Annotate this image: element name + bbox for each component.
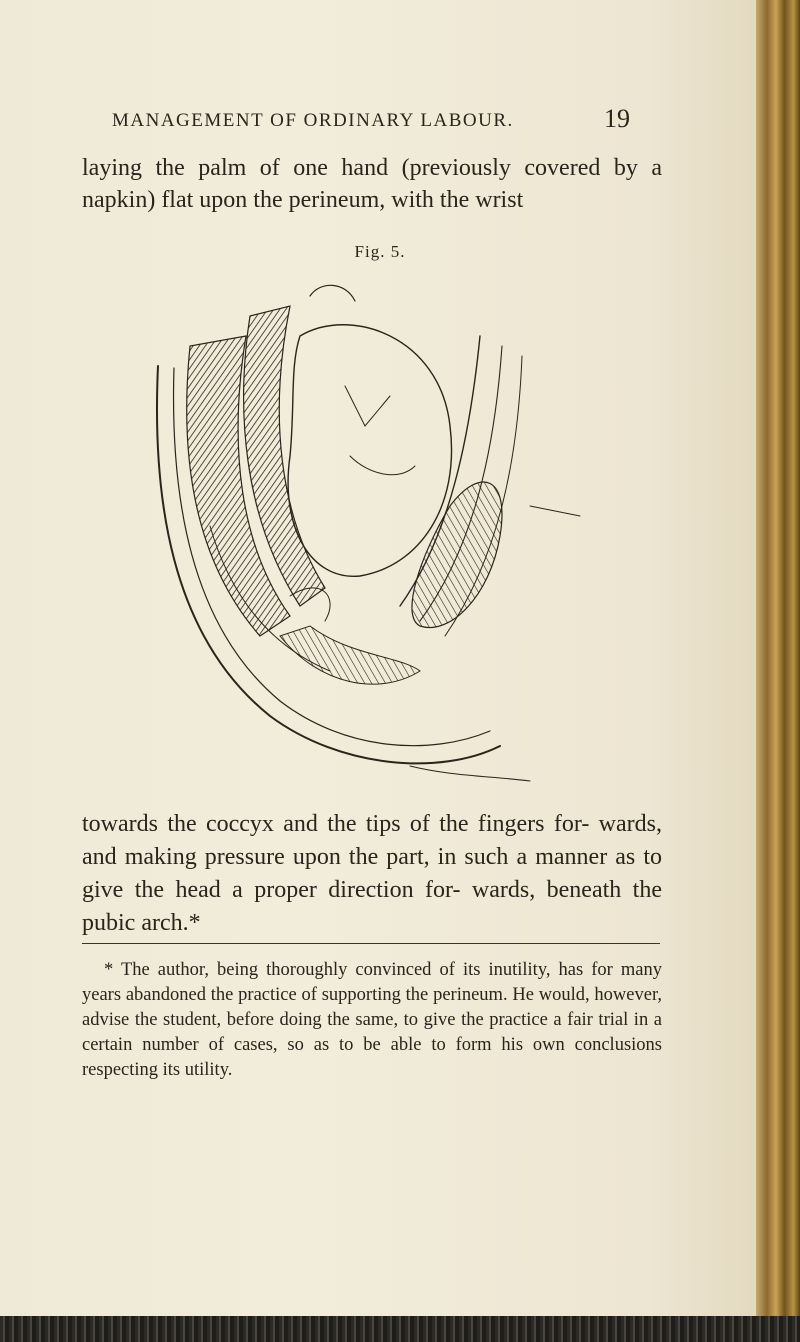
book-bottom-edge bbox=[0, 1316, 800, 1342]
footnote-text: The author, being thoroughly convinced of its inutility, has for many years abandoned the practice of supporting the perineum. He would, however, advise the student, before doing the same, to give the practice a fair trial in a certain number of cases, so as to be able to form his own conclusions respecting its utility. bbox=[82, 960, 662, 1080]
book-spine-edge bbox=[756, 0, 800, 1342]
footnote-marker: * bbox=[104, 960, 114, 980]
paragraph-bottom: towards the coccyx and the tips of the fingers for- wards, and making pressure upon the part, in such a manner as to give the head a proper direction for- wards, beneath the pubic arch.* bbox=[82, 811, 662, 936]
anatomical-illustration bbox=[150, 276, 590, 796]
page-number: 19 bbox=[604, 104, 630, 133]
footnote bbox=[82, 958, 662, 1083]
figure-caption: Fig. 5. bbox=[354, 242, 406, 261]
paragraph-top: laying the palm of one hand (previously covered by a napkin) flat upon the perineum, with the wrist bbox=[82, 155, 662, 213]
footnote-divider bbox=[82, 943, 660, 944]
running-head: MANAGEMENT OF ORDINARY LABOUR. bbox=[112, 110, 514, 131]
page-header bbox=[0, 104, 760, 140]
